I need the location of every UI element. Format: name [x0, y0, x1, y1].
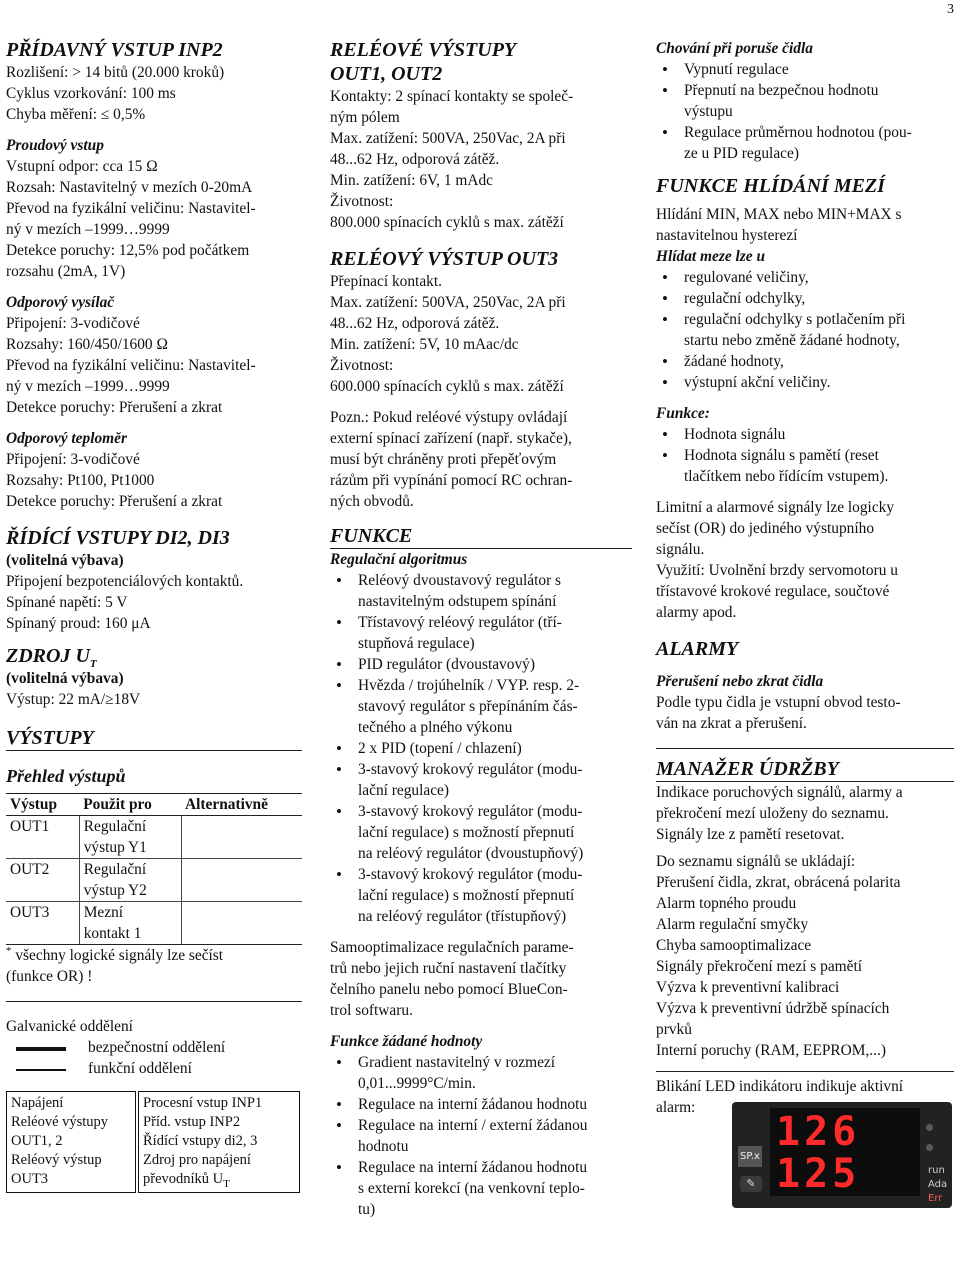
relay12-line: Min. zatížení: 6V, 1 mAdc [330, 172, 493, 189]
limits-intro-line: nastavitelnou hysterezí [656, 227, 798, 244]
resistive-line: Převod na fyzikální veličinu: Nastavitel- [6, 357, 256, 374]
list-item [330, 1094, 632, 1115]
di-line: Spínaný proud: 160 μA [6, 615, 151, 632]
alarms-line: ván na zkrat a přerušení. [656, 715, 807, 732]
item-line: lační regulace) [358, 782, 449, 799]
list-item [656, 80, 954, 122]
alarms-line: Podle typu čidla je vstupní obvod testo- [656, 694, 901, 711]
maint-line: Chyba samooptimalizace [656, 937, 812, 954]
item-line: na reléový regulátor (třístupňový) [358, 908, 567, 925]
section-title-di: ŘÍDÍCÍ VSTUPY DI2, DI3 [6, 527, 230, 549]
box-line: Zdroj pro napájení [143, 1152, 251, 1168]
item-line: regulované veličiny, [684, 269, 809, 286]
current-line: Rozsah: Nastavitelný v mezích 0-20mA [6, 179, 253, 196]
item-line: Reléový dvoustavový regulátor s [358, 572, 562, 589]
section-title-relay3: RELÉOVÝ VÝSTUP OUT3 [330, 248, 559, 270]
note-line: rázům při vypínání pomocí RC ochran- [330, 472, 573, 489]
box-line: převodníků U [143, 1171, 224, 1187]
selfopt-line: trů nebo jejich ruční nastavení tlačítky [330, 960, 567, 977]
list-item [656, 122, 954, 164]
maint-line: Výzva k preventivní kalibraci [656, 979, 840, 996]
di-line: Připojení bezpotenciálových kontaktů. [6, 573, 244, 590]
section-title-alarms: ALARMY [656, 638, 739, 660]
current-line: ný v mezích –1999…9999 [6, 221, 170, 238]
table-cell-output: OUT3 [6, 902, 79, 945]
di-option: (volitelná výbava) [6, 552, 124, 569]
item-line: výstupní akční veličiny. [684, 374, 831, 391]
wrench-icon[interactable]: ✎ [740, 1176, 762, 1192]
maint-line: Alarm topného proudu [656, 895, 797, 912]
relay12-line: ným pólem [330, 109, 400, 126]
relay3-line: 600.000 spínacích cyklů s max. zátěží [330, 378, 564, 395]
item-line: na reléový regulátor (dvoustupňový) [358, 845, 584, 862]
item-line: 2 x PID (topení / chlazení) [358, 740, 522, 757]
resistive-line: Detekce poruchy: Přerušení a zkrat [6, 399, 223, 416]
section-title-maint: MANAŽER ÚDRŽBY [656, 757, 954, 782]
item-line: stavový regulátor s přepínáním čás- [358, 698, 578, 715]
column-3 [656, 38, 954, 1204]
item-line: tečného a plného výkonu [358, 719, 513, 736]
list-item [330, 654, 632, 675]
item-line: hodnotu [358, 1138, 409, 1155]
relay12-line: Kontakty: 2 spínací kontakty se společ- [330, 88, 574, 105]
supply-option: (volitelná výbava) [6, 670, 124, 687]
ada-label: Ada [928, 1179, 948, 1190]
subsection-title-current: Proudový vstup [6, 137, 104, 154]
item-line: 0,01...9999°C/min. [358, 1075, 476, 1092]
resistive-line: Rozsahy: 160/450/1600 Ω [6, 336, 168, 353]
item-line: stupňová regulace) [358, 635, 475, 652]
run-label: run [928, 1165, 945, 1176]
current-line: Vstupní odpor: cca 15 Ω [6, 158, 158, 175]
box-line: Procesní vstup INP1 [143, 1095, 263, 1111]
table-row [6, 816, 302, 859]
maint-line: Indikace poruchových signálů, alarmy a [656, 784, 903, 801]
maint-line: Signály lze z pamětí resetovat. [656, 826, 845, 843]
relay12-line: 48...62 Hz, odporová zátěž. [330, 151, 500, 168]
use-line: kontakt 1 [83, 925, 142, 942]
current-line: rozsahu (2mA, 1V) [6, 263, 126, 280]
inp2-line: Cyklus vzorkování: 100 ms [6, 85, 176, 102]
item-line: Hodnota signálu [684, 426, 786, 443]
maint-line: prvků [656, 1021, 692, 1038]
selfopt-line: trol softwaru. [330, 1002, 413, 1019]
item-line: Regulace průměrnou hodnotou (pou- [684, 124, 912, 141]
limits-text-line: třístavové krokové regulace, součtové [656, 583, 890, 600]
relay3-line: Min. zatížení: 5V, 10 mAac/dc [330, 336, 519, 353]
resistive-line: ný v mezích –1999…9999 [6, 378, 170, 395]
column-1 [6, 38, 302, 1201]
list-item [330, 759, 632, 801]
list-item [656, 372, 954, 393]
list-item [330, 570, 632, 612]
func-title: Funkce: [656, 405, 710, 422]
item-line: Přepnutí na bezpečnou hodnotu [684, 82, 879, 99]
box-line: OUT3 [11, 1171, 49, 1187]
footnote [6, 944, 302, 966]
rtd-line: Připojení: 3-vodičové [6, 451, 140, 468]
item-line: Vypnutí regulace [684, 61, 789, 78]
led-line: alarm: [656, 1099, 696, 1116]
rtd-line: Detekce poruchy: Přerušení a zkrat [6, 493, 223, 510]
note-line: Pozn.: Pokud reléové výstupy ovládají [330, 409, 568, 426]
item-line: lační regulace) s možností přepnutí [358, 887, 575, 904]
maint-line: Alarm regulační smyčky [656, 916, 809, 933]
limits-text-line: sečíst (OR) do jediného výstupního [656, 520, 875, 537]
relay3-line: Přepínací kontakt. [330, 273, 442, 290]
section-title-outputs: VÝSTUPY [6, 726, 302, 751]
table-header: Použit pro [79, 794, 181, 816]
alarms-sub: Přerušení nebo zkrat čidla [656, 673, 824, 690]
item-line: výstupu [684, 103, 733, 120]
item-line: startu nebo změně žádané hodnoty, [684, 332, 900, 349]
note-line: ných obvodů. [330, 493, 414, 510]
inp2-line: Chyba měření: ≤ 0,5% [6, 106, 146, 123]
use-line: výstup Y2 [83, 882, 147, 899]
supply-title-sub: T [89, 658, 97, 670]
item-line: lační regulace) s možností přepnutí [358, 824, 575, 841]
table-header: Výstup [6, 794, 79, 816]
list-item [330, 612, 632, 654]
maint-line: Interní poruchy (RAM, EEPROM,...) [656, 1042, 886, 1059]
table-cell-output: OUT1 [10, 818, 50, 835]
table-cell-alt [181, 902, 302, 945]
item-line: Třístavový reléový regulátor (tří- [358, 614, 562, 631]
legend-functional: funkční oddělení [88, 1060, 192, 1077]
list-item [330, 1157, 632, 1220]
item-line: PID regulátor (dvoustavový) [358, 656, 535, 673]
use-line: Regulační [83, 861, 147, 878]
table-cell-output: OUT2 [6, 859, 79, 902]
limits-text-line: signálu. [656, 541, 705, 558]
item-line: ze u PID regulace) [684, 145, 799, 162]
watch-list [656, 267, 954, 393]
isolation-box-right [138, 1091, 300, 1193]
isolation-box-left [6, 1091, 136, 1193]
err-label: Err [928, 1193, 943, 1204]
item-line: Hodnota signálu s pamětí (reset [684, 447, 879, 464]
list-item [330, 1052, 632, 1094]
current-line: Převod na fyzikální veličinu: Nastavitel- [6, 200, 256, 217]
section-title-relay12: RELÉOVÉ VÝSTUPY [330, 39, 517, 61]
limits-intro-line: Hlídání MIN, MAX nebo MIN+MAX s [656, 206, 902, 223]
footnote-line: všechny logické signály lze sečíst [15, 947, 224, 964]
relay3-line: 48...62 Hz, odporová zátěž. [330, 315, 500, 332]
relay3-line: Max. zatížení: 500VA, 250Vac, 2A při [330, 294, 566, 311]
list-item [330, 801, 632, 864]
supply-title: ZDROJ U [6, 645, 90, 667]
led-line: Blikání LED indikátoru indikuje aktivní [656, 1078, 904, 1095]
item-line: tu) [358, 1201, 376, 1218]
item-line: 3-stavový krokový regulátor (modu- [358, 866, 583, 883]
outputs-table [6, 793, 302, 944]
setpoint-list [330, 1052, 632, 1220]
note-line: musí být chráněny proti přepěťovým [330, 451, 557, 468]
maint-line: Výzva k preventivní údržbě spínacích [656, 1000, 890, 1017]
item-line: regulační odchylky s potlačením při [684, 311, 906, 328]
footnote-line: (funkce OR) ! [6, 968, 93, 985]
item-line: 3-stavový krokový regulátor (modu- [358, 803, 583, 820]
box-line: Reléové výstupy [11, 1114, 109, 1130]
algo-list [330, 570, 632, 927]
display-value-1: 126 [776, 1109, 861, 1155]
setpoint-title: Funkce žádané hodnoty [330, 1033, 483, 1050]
item-line: Regulace na interní žádanou hodnotu [358, 1159, 588, 1176]
section-title-inp2: PŘÍDAVNÝ VSTUP INP2 [6, 39, 223, 61]
table-cell-alt [181, 816, 302, 859]
table-header: Alternativně [181, 794, 302, 816]
supply-line: Výstup: 22 mA/≥18V [6, 691, 141, 708]
rtd-line: Rozsahy: Pt100, Pt1000 [6, 472, 155, 489]
table-row [6, 902, 302, 945]
box-line: Napájení [11, 1095, 64, 1111]
item-line: tlačítkem nebo řídícím vstupem). [684, 468, 889, 485]
watch-title: Hlídat meze lze u [656, 248, 766, 265]
legend-safety: bezpečnostní oddělení [88, 1039, 226, 1056]
list-item [656, 424, 954, 445]
box-line-sub: T [223, 1177, 230, 1190]
display-value-2: 125 [776, 1151, 861, 1197]
led-indicator [926, 1124, 933, 1131]
item-line: s externí korekcí (na venkovní teplo- [358, 1180, 585, 1197]
maint-line: překročení mezí uloženy do seznamu. [656, 805, 889, 822]
use-line: Mezní [83, 904, 124, 921]
current-line: Detekce poruchy: 12,5% pod počátkem [6, 242, 250, 259]
note-line: externí spínací zařízení (např. stykače), [330, 430, 572, 447]
limits-text-line: Limitní a alarmové signály lze logicky [656, 499, 895, 516]
footnote-mark: * [6, 944, 12, 957]
box-line-last [143, 1170, 295, 1189]
resistive-line: Připojení: 3-vodičové [6, 315, 140, 332]
section-title-relay12-sub: OUT1, OUT2 [330, 63, 443, 85]
selfopt-line: Samooptimalizace regulačních parame- [330, 939, 574, 956]
functional-line-symbol [16, 1069, 66, 1071]
use-line: výstup Y1 [83, 839, 147, 856]
list-item [330, 738, 632, 759]
item-line: Regulace na interní / externí žádanou [358, 1117, 588, 1134]
item-line: žádané hodnoty, [684, 353, 784, 370]
table-cell-use [79, 816, 181, 859]
selfopt-line: čelního panelu nebo pomocí BlueCon- [330, 981, 568, 998]
led-block [656, 1076, 954, 1204]
func-list [656, 424, 954, 487]
relay12-line: 800.000 spínacích cyklů s max. zátěží [330, 214, 564, 231]
list-item [656, 351, 954, 372]
relay3-line: Životnost: [330, 357, 394, 374]
isolation-legend [6, 1037, 302, 1081]
column-2 [330, 38, 632, 1220]
table-cell-alt [181, 859, 302, 902]
sp-label: SP.x [738, 1146, 762, 1167]
isolation-diagram [6, 1081, 302, 1201]
section-title-functions: FUNKCE [330, 524, 632, 549]
list-item [330, 675, 632, 738]
inp2-line: Rozlišení: > 14 bitů (20.000 kroků) [6, 64, 225, 81]
item-line: nastavitelným odstupem spínání [358, 593, 557, 610]
list-item [656, 59, 954, 80]
item-line: regulační odchylky, [684, 290, 806, 307]
sensor-fault-title: Chování při poruše čidla [656, 40, 813, 57]
box-line: Příd. vstup INP2 [143, 1114, 241, 1130]
section-title-supply [6, 644, 302, 668]
section-title-limits: FUNKCE HLÍDÁNÍ MEZÍ [656, 175, 885, 197]
maint-line: Přerušení čidla, zkrat, obrácená polarita [656, 874, 901, 891]
list-item [656, 309, 954, 351]
sensor-fault-list [656, 59, 954, 164]
use-line: Regulační [83, 818, 147, 835]
outputs-overview-title: Přehled výstupů [6, 766, 126, 786]
table-cell-use [79, 859, 181, 902]
subsection-title-rtd: Odporový teploměr [6, 430, 127, 447]
controller-display [732, 1102, 952, 1208]
list-item [656, 445, 954, 487]
relay12-line: Životnost: [330, 193, 394, 210]
limits-text-line: alarmy apod. [656, 604, 737, 621]
safety-line-symbol [16, 1047, 66, 1051]
algo-title: Regulační algoritmus [330, 551, 468, 568]
box-line: OUT1, 2 [11, 1133, 63, 1149]
item-line: 3-stavový krokový regulátor (modu- [358, 761, 583, 778]
list-item [656, 267, 954, 288]
limits-text-line: Využití: Uvolnění brzdy servomotoru u [656, 562, 898, 579]
di-line: Spínané napětí: 5 V [6, 594, 128, 611]
box-line: Reléový výstup [11, 1152, 102, 1168]
list-item [330, 1115, 632, 1157]
maint-line: Do seznamu signálů se ukládají: [656, 853, 856, 870]
item-line: Regulace na interní žádanou hodnotu [358, 1096, 588, 1113]
table-row [6, 859, 302, 902]
relay12-line: Max. zatížení: 500VA, 250Vac, 2A při [330, 130, 566, 147]
item-line: Hvězda / trojúhelník / VYP. resp. 2- [358, 677, 580, 694]
isolation-title: Galvanické oddělení [6, 1018, 133, 1035]
table-cell-use [79, 902, 181, 945]
subsection-title-resistive: Odporový vysílač [6, 294, 115, 311]
item-line: Gradient nastavitelný v rozmezí [358, 1054, 556, 1071]
list-item [656, 288, 954, 309]
box-line: Řídící vstupy di2, 3 [143, 1133, 258, 1149]
maint-line: Signály překročení mezí s pamětí [656, 958, 863, 975]
list-item [330, 864, 632, 927]
page-number: 3 [947, 2, 954, 17]
led-indicator [926, 1144, 933, 1151]
